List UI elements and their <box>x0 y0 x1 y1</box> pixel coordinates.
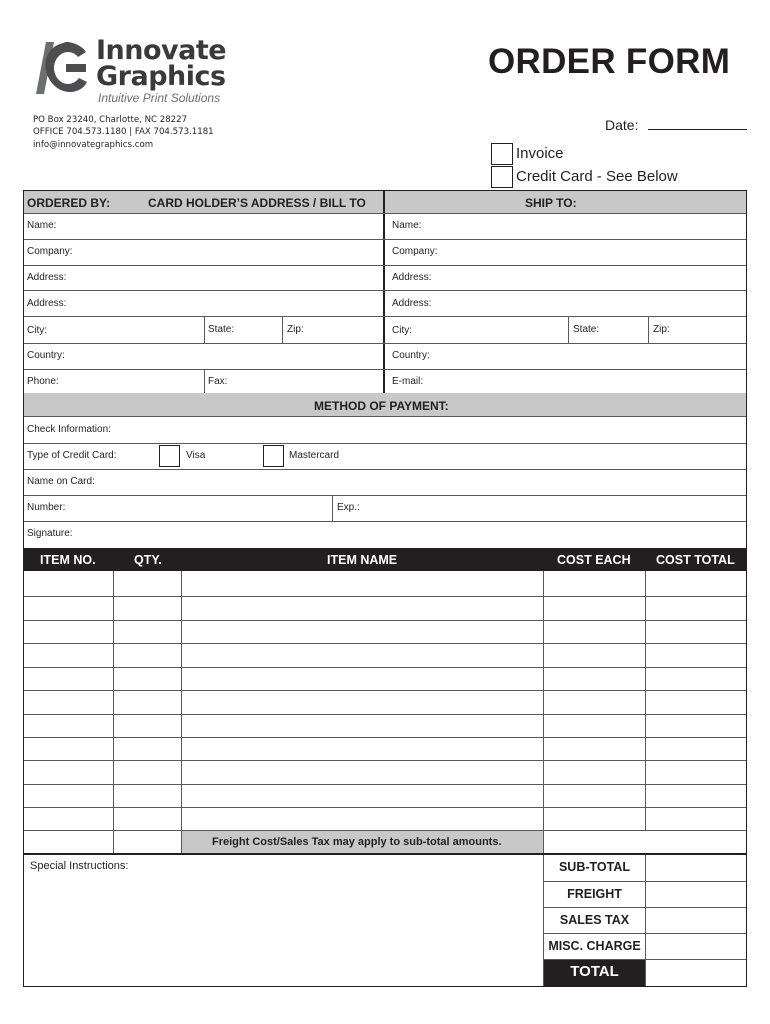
ship-zip-field[interactable]: Zip: <box>653 324 670 335</box>
freight-note: Freight Cost/Sales Tax may apply to sub-total amounts. <box>212 836 502 848</box>
visa-checkbox[interactable] <box>159 445 180 467</box>
freight-label: FREIGHT <box>567 887 622 901</box>
number-exp-divider <box>332 495 333 521</box>
bill-city-field[interactable]: City: <box>27 325 47 336</box>
signature-field[interactable]: Signature: <box>27 528 73 539</box>
phone-fax-divider <box>204 369 205 393</box>
mastercard-label: Mastercard <box>289 450 340 461</box>
item-row-line <box>24 596 746 597</box>
cost-each-header: COST EACH <box>557 553 631 567</box>
row-line <box>24 521 746 522</box>
bill-country-field[interactable]: Country: <box>27 350 65 361</box>
item-col-line <box>543 571 544 854</box>
row-line <box>24 369 746 370</box>
ordered-by-header: ORDERED BY: <box>27 196 111 210</box>
ship-city-field[interactable]: City: <box>392 325 412 336</box>
method-of-payment-header: METHOD OF PAYMENT: <box>314 399 449 413</box>
sub-total-value[interactable] <box>646 856 746 881</box>
items-table-body[interactable] <box>24 571 746 854</box>
invoice-checkbox[interactable] <box>491 143 513 165</box>
form-title: ORDER FORM <box>488 42 731 81</box>
item-no-header: ITEM NO. <box>40 553 96 567</box>
bill-phone-field[interactable]: Phone: <box>27 376 59 387</box>
company-phone-fax: OFFICE 704.573.1180 | FAX 704.573.1181 <box>33 127 214 137</box>
total-value[interactable] <box>646 960 746 986</box>
bill-address-field[interactable]: Address: <box>27 272 67 283</box>
ship-state-zip-divider <box>648 316 649 343</box>
row-line <box>24 343 746 344</box>
check-information-field[interactable]: Check Information: <box>27 424 111 435</box>
item-row-line <box>24 737 746 738</box>
bill-address2-field[interactable]: Address: <box>27 298 67 309</box>
item-row-line <box>24 643 746 644</box>
ship-name-field[interactable]: Name: <box>392 220 422 231</box>
company-tagline: Intuitive Print Solutions <box>98 91 221 105</box>
bill-company-field[interactable]: Company: <box>27 246 73 257</box>
item-col-line <box>113 571 114 854</box>
item-name-header: ITEM NAME <box>327 553 398 567</box>
item-row-line <box>24 714 746 715</box>
total-label: TOTAL <box>570 963 619 980</box>
row-line <box>24 316 746 317</box>
company-email: info@innovategraphics.com <box>33 140 154 150</box>
bill-fax-field[interactable]: Fax: <box>208 376 228 387</box>
ship-to-header: SHIP TO: <box>525 196 577 210</box>
company-name-line2: Graphics <box>96 61 226 92</box>
bill-name-field[interactable]: Name: <box>27 220 57 231</box>
ship-email-field[interactable]: E-mail: <box>392 376 424 387</box>
item-col-line <box>181 571 182 854</box>
name-on-card-field[interactable]: Name on Card: <box>27 476 95 487</box>
sales-tax-value[interactable] <box>646 908 746 933</box>
credit-card-checkbox[interactable] <box>491 166 513 188</box>
item-row-line <box>24 760 746 761</box>
state-zip-divider <box>282 316 283 343</box>
card-exp-field[interactable]: Exp.: <box>337 502 360 513</box>
row-line <box>24 495 746 496</box>
sales-tax-label: SALES TAX <box>559 913 630 927</box>
address-header-band <box>24 191 746 213</box>
mastercard-checkbox[interactable] <box>263 445 284 467</box>
qty-header: QTY. <box>134 553 162 567</box>
credit-card-label: Credit Card - See Below <box>516 168 678 185</box>
item-col-line <box>645 571 646 830</box>
item-row-line <box>24 620 746 621</box>
item-row-line <box>24 667 746 668</box>
ship-country-field[interactable]: Country: <box>392 350 430 361</box>
cost-total-header: COST TOTAL <box>656 553 735 567</box>
sub-total-label: SUB-TOTAL <box>558 860 631 874</box>
item-row-line <box>24 807 746 808</box>
bill-to-header: CARD HOLDER’S ADDRESS / BILL TO <box>148 196 366 210</box>
ship-state-field[interactable]: State: <box>573 324 600 335</box>
misc-charge-label: MISC. CHARGE <box>548 939 641 953</box>
freight-value[interactable] <box>646 882 746 907</box>
misc-charge-value[interactable] <box>646 934 746 959</box>
invoice-label: Invoice <box>516 145 564 162</box>
date-label: Date: <box>605 117 639 133</box>
bill-zip-field[interactable]: Zip: <box>287 324 304 335</box>
row-line <box>24 416 746 417</box>
row-line <box>24 265 746 266</box>
company-logo <box>30 36 90 98</box>
company-address: PO Box 23240, Charlotte, NC 28227 <box>33 115 188 125</box>
address-divider <box>383 191 385 393</box>
ship-address-field[interactable]: Address: <box>392 272 432 283</box>
row-line <box>24 290 746 291</box>
row-line <box>24 443 746 444</box>
row-line <box>24 469 746 470</box>
bill-state-field[interactable]: State: <box>208 324 235 335</box>
ship-address2-field[interactable]: Address: <box>392 298 432 309</box>
row-line <box>24 213 746 214</box>
date-field[interactable] <box>648 129 747 130</box>
special-instructions-field[interactable]: Special Instructions: <box>30 860 129 872</box>
item-row-line <box>24 690 746 691</box>
item-row-line <box>24 784 746 785</box>
visa-label: Visa <box>186 450 206 461</box>
company-name-line1: Innovate <box>96 35 227 66</box>
credit-card-type-label: Type of Credit Card: <box>27 450 117 461</box>
card-number-field[interactable]: Number: <box>27 502 66 513</box>
ship-city-state-divider <box>568 316 569 343</box>
row-line <box>24 239 746 240</box>
ship-company-field[interactable]: Company: <box>392 246 438 257</box>
items-bottom-rule <box>24 853 746 855</box>
city-state-divider <box>204 316 205 343</box>
company-logo-icon <box>30 36 90 98</box>
